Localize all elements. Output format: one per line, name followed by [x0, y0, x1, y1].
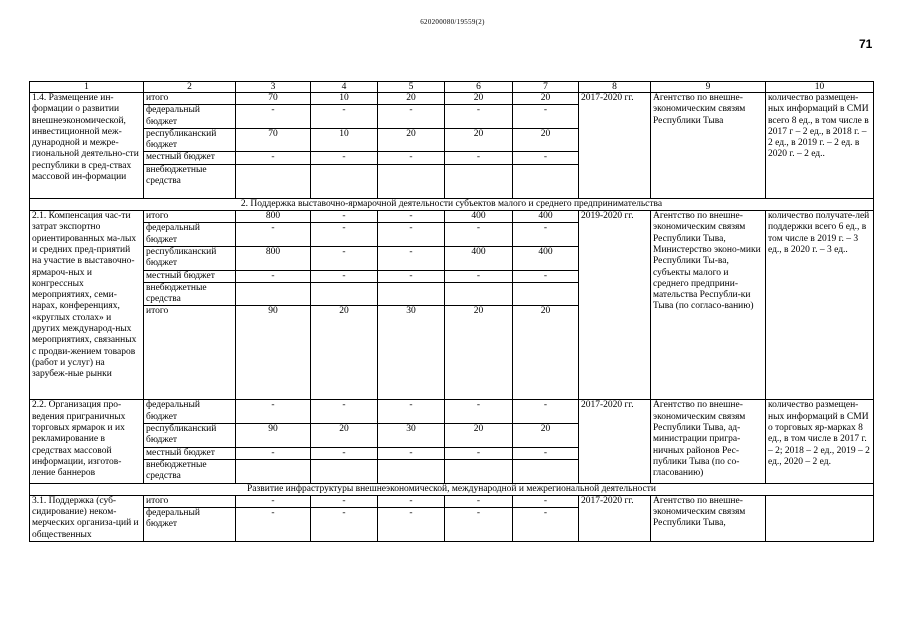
- column-header: 9: [651, 82, 766, 93]
- column-header: 4: [311, 82, 378, 93]
- amount-cell: -: [513, 447, 579, 459]
- amount-cell: 400: [513, 211, 579, 223]
- event-name: 1.4. Размещение ин-формации о развитии внешнеэкономической, инвестиционной меж-дународной и межре-гиональной деятельно-сти республики в сред-ствах массовой ин-формации: [30, 93, 144, 199]
- amount-cell: 400: [445, 211, 513, 223]
- funding-source: федеральный бюджет: [144, 400, 236, 424]
- funding-source: внебюджетные средства: [144, 164, 236, 198]
- funding-source: республиканский бюджет: [144, 424, 236, 448]
- amount-cell: -: [378, 400, 445, 424]
- amount-cell: -: [236, 105, 311, 129]
- funding-source: федеральный бюджет: [144, 105, 236, 129]
- amount-cell: -: [378, 508, 445, 542]
- amount-cell: 800: [236, 211, 311, 223]
- event-name: 2.2. Организация про-ведения приграничных торговых ярмарок и их рекламирование в средствах массовой информации, изготов-ление баннеров: [30, 400, 144, 483]
- amount-cell: [378, 282, 445, 306]
- amount-cell: [513, 459, 579, 483]
- section-title: Развитие инфраструктуры внешнеэкономической, международной и межрегиональной деятельности: [30, 483, 874, 495]
- amount-cell: 20: [445, 306, 513, 400]
- indicator: [766, 495, 874, 541]
- amount-cell: -: [445, 105, 513, 129]
- amount-cell: 20: [378, 128, 445, 152]
- amount-cell: -: [445, 495, 513, 507]
- amount-cell: -: [236, 223, 311, 247]
- executor: Агентство по внешне-экономическим связям Республики Тыва: [651, 93, 766, 199]
- amount-cell: -: [513, 508, 579, 542]
- amount-cell: -: [311, 508, 378, 542]
- amount-cell: -: [311, 223, 378, 247]
- funding-source: республиканский бюджет: [144, 128, 236, 152]
- event-name: 3.1. Поддержка (суб-сидирование) неком-мерческих организа-ций и общественных: [30, 495, 144, 541]
- amount-cell: -: [311, 105, 378, 129]
- funding-source: местный бюджет: [144, 270, 236, 282]
- table-row: [30, 211, 874, 223]
- period: 2019-2020 гг.: [579, 211, 651, 400]
- amount-cell: 20: [513, 128, 579, 152]
- amount-cell: 90: [236, 424, 311, 448]
- amount-cell: [311, 459, 378, 483]
- section-row: [30, 198, 874, 210]
- table-row: [30, 93, 874, 105]
- column-header: 2: [144, 82, 236, 93]
- amount-cell: -: [445, 223, 513, 247]
- amount-cell: -: [378, 270, 445, 282]
- column-header: 8: [579, 82, 651, 93]
- amount-cell: -: [513, 495, 579, 507]
- amount-cell: 20: [311, 424, 378, 448]
- amount-cell: [378, 164, 445, 198]
- amount-cell: -: [445, 508, 513, 542]
- amount-cell: [236, 282, 311, 306]
- amount-cell: [311, 164, 378, 198]
- amount-cell: -: [311, 246, 378, 270]
- amount-cell: [445, 459, 513, 483]
- amount-cell: -: [378, 105, 445, 129]
- funding-source: внебюджетные средства: [144, 459, 236, 483]
- amount-cell: 20: [513, 306, 579, 400]
- amount-cell: 90: [236, 306, 311, 400]
- period: 2017-2020 гг.: [579, 400, 651, 483]
- event-name: 2.1. Компенсация час-ти затрат экспортно ориентированных ма-лых и средних пред-приятий на участие в выставочно-ярмароч-ных и конгрессных мероприятиях, семи-нарах, конференциях, «круглых столах» и других международ-ных мероприятиях, связанных с продви-жением товаров (работ и услуг) на зарубеж-ные рынки: [30, 211, 144, 400]
- amount-cell: -: [311, 211, 378, 223]
- amount-cell: 800: [236, 246, 311, 270]
- amount-cell: 30: [378, 306, 445, 400]
- amount-cell: -: [311, 152, 378, 164]
- amount-cell: [378, 459, 445, 483]
- amount-cell: [236, 164, 311, 198]
- amount-cell: -: [236, 270, 311, 282]
- funding-source: итого: [144, 211, 236, 223]
- amount-cell: [445, 282, 513, 306]
- column-header: 6: [445, 82, 513, 93]
- section-title: 2. Поддержка выставочно-ярмарочной деятельности субъектов малого и среднего предпринимательства: [30, 198, 874, 210]
- amount-cell: -: [236, 152, 311, 164]
- amount-cell: -: [445, 447, 513, 459]
- column-header-row: [30, 82, 874, 93]
- funding-source: итого: [144, 306, 236, 400]
- amount-cell: [311, 282, 378, 306]
- amount-cell: 10: [311, 93, 378, 105]
- amount-cell: 20: [445, 424, 513, 448]
- indicator: количество размещен-ных информаций в СМИ всего 8 ед., в том числе в 2017 г – 2 ед., в 2018 г. – 2 ед., в 2019 г. – 2 ед. в 2020 г. – 2 ед..: [766, 93, 874, 199]
- amount-cell: -: [378, 495, 445, 507]
- period: 2017-2020 гг.: [579, 93, 651, 199]
- funding-source: итого: [144, 93, 236, 105]
- amount-cell: 20: [445, 128, 513, 152]
- executor: Агентство по внешне-экономическим связям Республики Тыва,: [651, 495, 766, 541]
- funding-source: федеральный бюджет: [144, 223, 236, 247]
- amount-cell: 20: [513, 93, 579, 105]
- amount-cell: 20: [513, 424, 579, 448]
- column-header: 5: [378, 82, 445, 93]
- page-number: 71: [859, 37, 873, 51]
- amount-cell: -: [513, 105, 579, 129]
- funding-source: республиканский бюджет: [144, 246, 236, 270]
- amount-cell: -: [236, 400, 311, 424]
- amount-cell: -: [311, 400, 378, 424]
- amount-cell: -: [378, 223, 445, 247]
- funding-source: федеральный бюджет: [144, 508, 236, 542]
- amount-cell: 30: [378, 424, 445, 448]
- amount-cell: [513, 282, 579, 306]
- period: 2017-2020 гг.: [579, 495, 651, 541]
- column-header: 10: [766, 82, 874, 93]
- amount-cell: [445, 164, 513, 198]
- program-table: [29, 81, 874, 542]
- executor: Агентство по внешне-экономическим связям Республики Тыва, ад-министрации пригра-ничных районов Рес-публики Тыва (по со-гласованию): [651, 400, 766, 483]
- amount-cell: 70: [236, 128, 311, 152]
- amount-cell: 20: [445, 93, 513, 105]
- amount-cell: 400: [445, 246, 513, 270]
- amount-cell: -: [311, 447, 378, 459]
- amount-cell: 10: [311, 128, 378, 152]
- amount-cell: -: [236, 508, 311, 542]
- funding-source: местный бюджет: [144, 152, 236, 164]
- column-header: 7: [513, 82, 579, 93]
- amount-cell: -: [513, 152, 579, 164]
- amount-cell: -: [236, 495, 311, 507]
- amount-cell: -: [513, 223, 579, 247]
- amount-cell: 20: [378, 93, 445, 105]
- block-2-2: [30, 400, 874, 483]
- amount-cell: [236, 459, 311, 483]
- amount-cell: 70: [236, 93, 311, 105]
- amount-cell: -: [513, 270, 579, 282]
- amount-cell: -: [378, 447, 445, 459]
- amount-cell: -: [513, 400, 579, 424]
- funding-source: местный бюджет: [144, 447, 236, 459]
- amount-cell: -: [378, 211, 445, 223]
- table-row: [30, 400, 874, 424]
- block-3-1: [30, 495, 874, 541]
- amount-cell: -: [378, 246, 445, 270]
- amount-cell: -: [378, 152, 445, 164]
- executor: Агентство по внешне-экономическим связям Республики Тыва, Министерство эконо-мики Республики Ты-ва, субъекты малого и среднего предприни-мательства Республи-ки Тыва (по согласо-ванию): [651, 211, 766, 400]
- amount-cell: 400: [513, 246, 579, 270]
- funding-source: внебюджетные средства: [144, 282, 236, 306]
- document-id: 620200080/19559(2): [420, 18, 485, 26]
- amount-cell: -: [445, 152, 513, 164]
- block-1-4: [30, 93, 874, 199]
- funding-source: итого: [144, 495, 236, 507]
- section-row: [30, 483, 874, 495]
- column-header: 3: [236, 82, 311, 93]
- block-2-1: [30, 211, 874, 400]
- amount-cell: -: [445, 270, 513, 282]
- amount-cell: -: [311, 270, 378, 282]
- amount-cell: -: [445, 400, 513, 424]
- column-header: 1: [30, 82, 144, 93]
- amount-cell: -: [236, 447, 311, 459]
- table-row: [30, 495, 874, 507]
- amount-cell: [513, 164, 579, 198]
- indicator: количество получате-лей поддержки всего 6 ед., в том числе в 2019 г. – 3 ед., в 2020 г. – 3 ед..: [766, 211, 874, 400]
- indicator: количество размещен-ных информаций в СМИ о торговых яр-марках 8 ед., в том числе в 2017 г. – 2; 2018 – 2 ед., 2019 – 2 ед., 2020 – 2 ед.: [766, 400, 874, 483]
- amount-cell: 20: [311, 306, 378, 400]
- amount-cell: -: [311, 495, 378, 507]
